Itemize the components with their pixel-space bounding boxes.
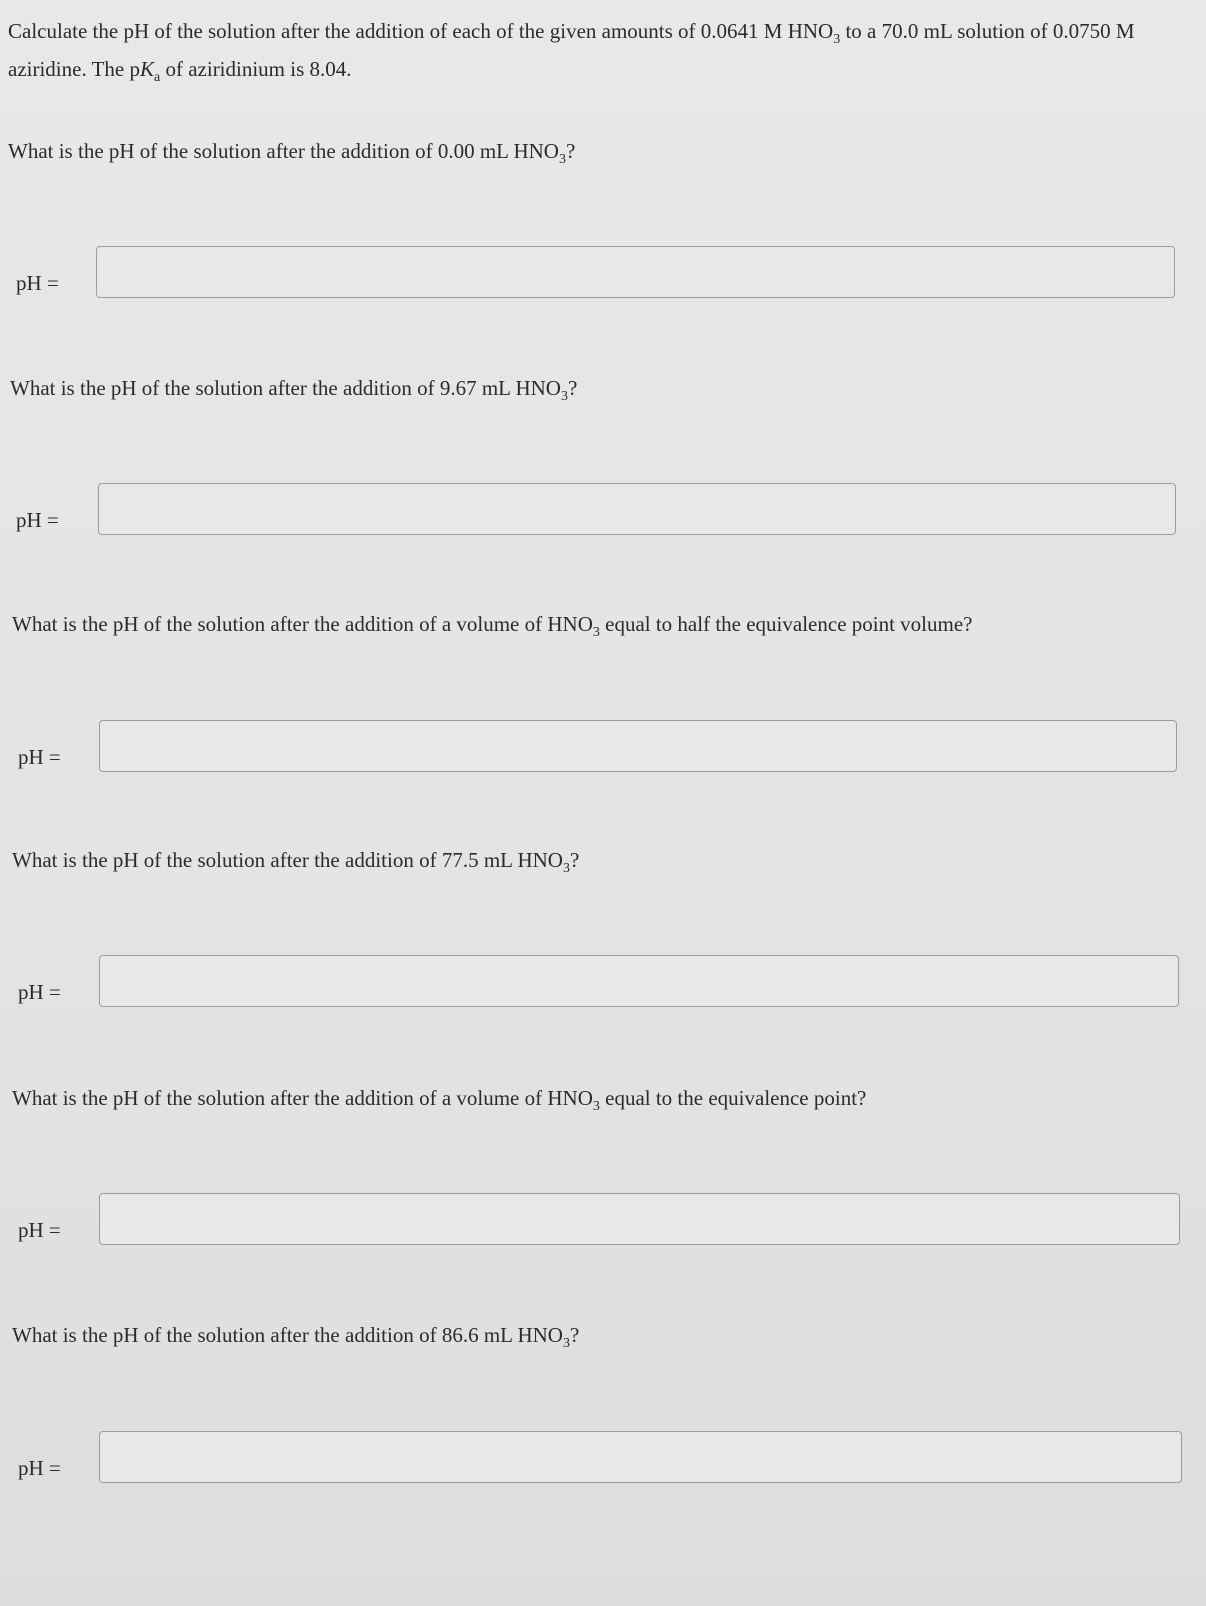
answer-3-label: pH = [18, 745, 61, 769]
intro-text-2: to a 70.0 mL solution of 0.0750 M aziridine. The p [8, 19, 1135, 81]
intro-subscript-1: 3 [833, 32, 841, 47]
answer-2-label: pH = [16, 508, 59, 532]
answer-4-input[interactable] [99, 955, 1179, 1007]
answer-1-input[interactable] [96, 246, 1175, 298]
question-6-subscript: 3 [562, 1336, 570, 1351]
question-5-text: What is the pH of the solution after the addition of a volume of HNO [12, 1086, 593, 1110]
question-1-end: ? [565, 139, 576, 163]
intro-text-1: Calculate the pH of the solution after the addition of each of the given amounts of 0.0641 M HNO [8, 19, 834, 43]
question-4 [12, 845, 579, 875]
question-1-text: What is the pH of the solution after the addition of 0.00 mL HNO [8, 139, 559, 163]
answer-2-input[interactable] [98, 483, 1176, 535]
intro-subscript-2: a [154, 70, 161, 85]
answer-3-input[interactable] [99, 720, 1177, 772]
question-3-text: What is the pH of the solution after the addition of a volume of HNO [12, 612, 593, 636]
question-6 [12, 1320, 579, 1350]
question-4-end: ? [569, 848, 580, 872]
answer-6-input[interactable] [99, 1431, 1182, 1483]
question-5-subscript: 3 [592, 1099, 600, 1114]
question-4-subscript: 3 [562, 861, 570, 876]
question-1-subscript: 3 [558, 152, 566, 167]
question-5-end: equal to the equivalence point? [599, 1086, 867, 1110]
answer-6-label: pH = [18, 1456, 61, 1480]
question-2-end: ? [567, 376, 578, 400]
question-2-subscript: 3 [560, 389, 568, 404]
question-3-subscript: 3 [592, 625, 600, 640]
question-3-end: equal to half the equivalence point volume? [599, 612, 973, 636]
intro-text-3: of aziridinium is 8.04. [160, 57, 352, 81]
answer-4-label: pH = [18, 980, 61, 1004]
answer-1-label: pH = [16, 271, 59, 295]
question-2 [10, 373, 577, 403]
question-6-end: ? [569, 1323, 580, 1347]
question-2-text: What is the pH of the solution after the addition of 9.67 mL HNO [10, 376, 561, 400]
answer-5-input[interactable] [99, 1193, 1180, 1245]
question-1 [8, 136, 575, 166]
question-4-text: What is the pH of the solution after the addition of 77.5 mL HNO [12, 848, 563, 872]
intro-k-symbol: K [139, 57, 154, 81]
problem-statement [8, 12, 1188, 88]
question-5 [12, 1083, 866, 1113]
question-6-text: What is the pH of the solution after the addition of 86.6 mL HNO [12, 1323, 563, 1347]
question-3 [12, 609, 973, 639]
answer-5-label: pH = [18, 1218, 61, 1242]
